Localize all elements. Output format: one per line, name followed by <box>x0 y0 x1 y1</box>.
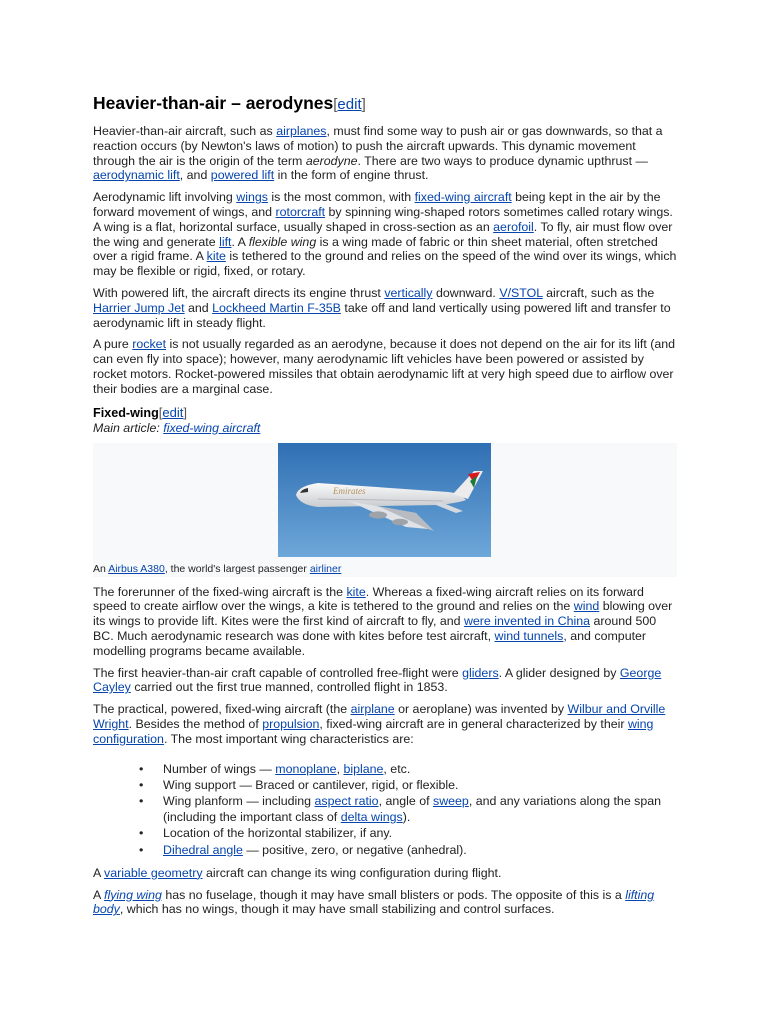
figure <box>93 443 677 577</box>
section-edit-link[interactable]: edit <box>337 96 362 113</box>
subsection-title: Fixed-wing <box>93 405 159 420</box>
paragraph-wright: The practical, powered, fixed-wing aircraft (the airplane or aeroplane) was invented by Wilbur and Orville Wright. Besides the method of propulsion, fixed-wing aircraft are in general characterized by their wing configuration. The most important wing characteristics are: <box>93 702 666 746</box>
list-item: • Wing planform — including aspect ratio, angle of sweep, and any variations along the span (including the important class of delta wings). <box>139 793 662 825</box>
link-variable-geometry[interactable]: variable geometry <box>104 865 203 880</box>
link-airplane[interactable]: airplane <box>350 702 395 717</box>
link-wright-brothers[interactable]: Wilbur and Orville Wright <box>93 702 666 731</box>
link-airplanes[interactable]: airplanes <box>276 124 327 138</box>
paragraph-intro: Heavier-than-air aircraft, such as airplanes, must find some way to push air or gas downwards, so that a reaction occurs (by Newton's laws of motion) to push the aircraft upwards. This dynamic movement through the air is the origin of the term aerodyne. There are two ways to produce dynamic upthrust — aerodynamic lift, and powered lift in the form of engine thrust. <box>93 124 663 183</box>
livery-text: Emirates <box>333 485 366 496</box>
link-gliders[interactable]: gliders <box>462 665 499 680</box>
link-wing-configuration[interactable]: wing configuration <box>93 716 654 746</box>
list-item: • Wing support — Braced or cantilever, rigid, or flexible. <box>139 777 459 792</box>
link-george-cayley[interactable]: George Cayley <box>93 665 662 695</box>
link-vstol[interactable]: V/STOL <box>499 285 543 300</box>
link-fixed-wing-aircraft[interactable]: fixed-wing aircraft <box>414 190 512 205</box>
article-content <box>93 92 677 924</box>
paragraph-variable-geometry: A variable geometry aircraft can change its wing configuration during flight. <box>93 865 502 880</box>
paragraph-kite: The forerunner of the fixed-wing aircraft is the kite. Whereas a fixed-wing aircraft relies on its forward speed to create airflow over the wings, a kite is tethered to the ground and relies on the wind blowing over its wings to provide lift. Kites were the first kind of aircraft to fly, and were invented in China around 500 BC. Much aerodynamic research was done with kites before test aircraft, wind tunnels, and computer modelling programs became available. <box>93 584 673 658</box>
list-item: • Dihedral angle — positive, zero, or negative (anhedral). <box>139 842 467 857</box>
link-aerofoil[interactable]: aerofoil <box>493 219 534 234</box>
link-rotorcraft[interactable]: rotorcraft <box>275 204 326 219</box>
link-aspect-ratio[interactable]: aspect ratio <box>314 793 379 808</box>
subsection-edit: [edit] <box>158 404 187 420</box>
list-item: • Location of the horizontal stabilizer, if any. <box>139 826 393 841</box>
list-item: • Number of wings — monoplane, biplane, etc. <box>139 761 411 776</box>
link-monoplane[interactable]: monoplane <box>275 761 337 776</box>
link-flying-wing[interactable]: flying wing <box>104 887 162 902</box>
link-kite[interactable]: kite <box>206 249 226 264</box>
paragraph-flying-wing: A flying wing has no fuselage, though it may have small blisters or pods. The opposite of this is a lifting body, which has no wings, though it may have small stabilizing and control surfaces. <box>93 887 655 917</box>
link-wind[interactable]: wind <box>573 599 600 614</box>
link-propulsion[interactable]: propulsion <box>262 716 320 731</box>
link-harrier-jump-jet[interactable]: Harrier Jump Jet <box>93 300 185 315</box>
link-airbus-a380[interactable]: Airbus A380 <box>108 562 165 575</box>
section-heading <box>93 92 677 116</box>
link-biplane[interactable]: biplane <box>343 761 384 776</box>
section-edit: [edit] <box>333 96 366 113</box>
link-sweep[interactable]: sweep <box>433 793 469 808</box>
main-article-hatnote: Main article: fixed-wing aircraft <box>93 420 261 435</box>
link-powered-lift[interactable]: powered lift <box>210 168 275 183</box>
link-lift[interactable]: lift <box>219 234 232 249</box>
paragraph-rocket: A pure rocket is not usually regarded as an aerodyne, because it does not depend on the air for its lift (and can even fly into space); however, many aerodynamic lift vehicles have been powered or assisted by rocket motors. Rocket-powered missiles that obtain aerodynamic lift at very high speed due to airflow over their bodies are a marginal case. <box>93 337 676 396</box>
link-rocket[interactable]: rocket <box>132 337 167 352</box>
link-airliner[interactable]: airliner <box>309 562 342 575</box>
airbus-a380-photo <box>278 443 491 557</box>
link-vertically[interactable]: vertically <box>384 285 433 300</box>
section-title: Heavier-than-air – aerodynes <box>93 93 334 113</box>
link-invented-in-china[interactable]: were invented in China <box>463 614 591 629</box>
link-main-article[interactable]: fixed-wing aircraft <box>163 420 261 435</box>
link-wind-tunnels[interactable]: wind tunnels <box>494 628 564 643</box>
paragraph-gliders: The first heavier-than-air craft capable of controlled free-flight were gliders. A glider designed by George Cayley carried out the first true manned, controlled flight in 1853. <box>93 665 662 695</box>
link-kite-2[interactable]: kite <box>346 584 366 599</box>
link-aerodynamic-lift[interactable]: aerodynamic lift <box>93 168 180 183</box>
link-delta-wings[interactable]: delta wings <box>340 810 403 825</box>
subsection-edit-link[interactable]: edit <box>162 404 184 420</box>
link-dihedral-angle[interactable]: Dihedral angle <box>163 842 243 857</box>
figure-caption: An Airbus A380, the world's largest passenger airliner <box>93 562 342 575</box>
link-lifting-body[interactable]: lifting body <box>93 887 655 917</box>
link-wings[interactable]: wings <box>236 190 268 205</box>
paragraph-aerodynamic-lift: Aerodynamic lift involving wings is the most common, with fixed-wing aircraft being kept in the air by the forward movement of wings, and rotorcraft by spinning wing-shaped rotors sometimes called rotary wings. A wing is a flat, horizontal surface, usually shaped in cross-section as an aerofoil. To fly, air must flow over the wing and generate lift. A flexible wing is a wing made of fabric or thin sheet material, often stretched over a rigid frame. A kite is tethered to the ground and relies on the speed of the wind over its wings, which may be flexible or rigid, fixed, or rotary. <box>93 190 677 279</box>
link-lockheed-f35b[interactable]: Lockheed Martin F-35B <box>212 300 341 315</box>
wing-characteristics-list <box>93 761 677 858</box>
subsection-heading <box>93 405 677 421</box>
paragraph-powered-lift: With powered lift, the aircraft directs its engine thrust vertically downward. V/STOL aircraft, such as the Harrier Jump Jet and Lockheed Martin F-35B take off and land vertically using powered lift and transfer to aerodynamic lift in steady flight. <box>93 285 671 330</box>
